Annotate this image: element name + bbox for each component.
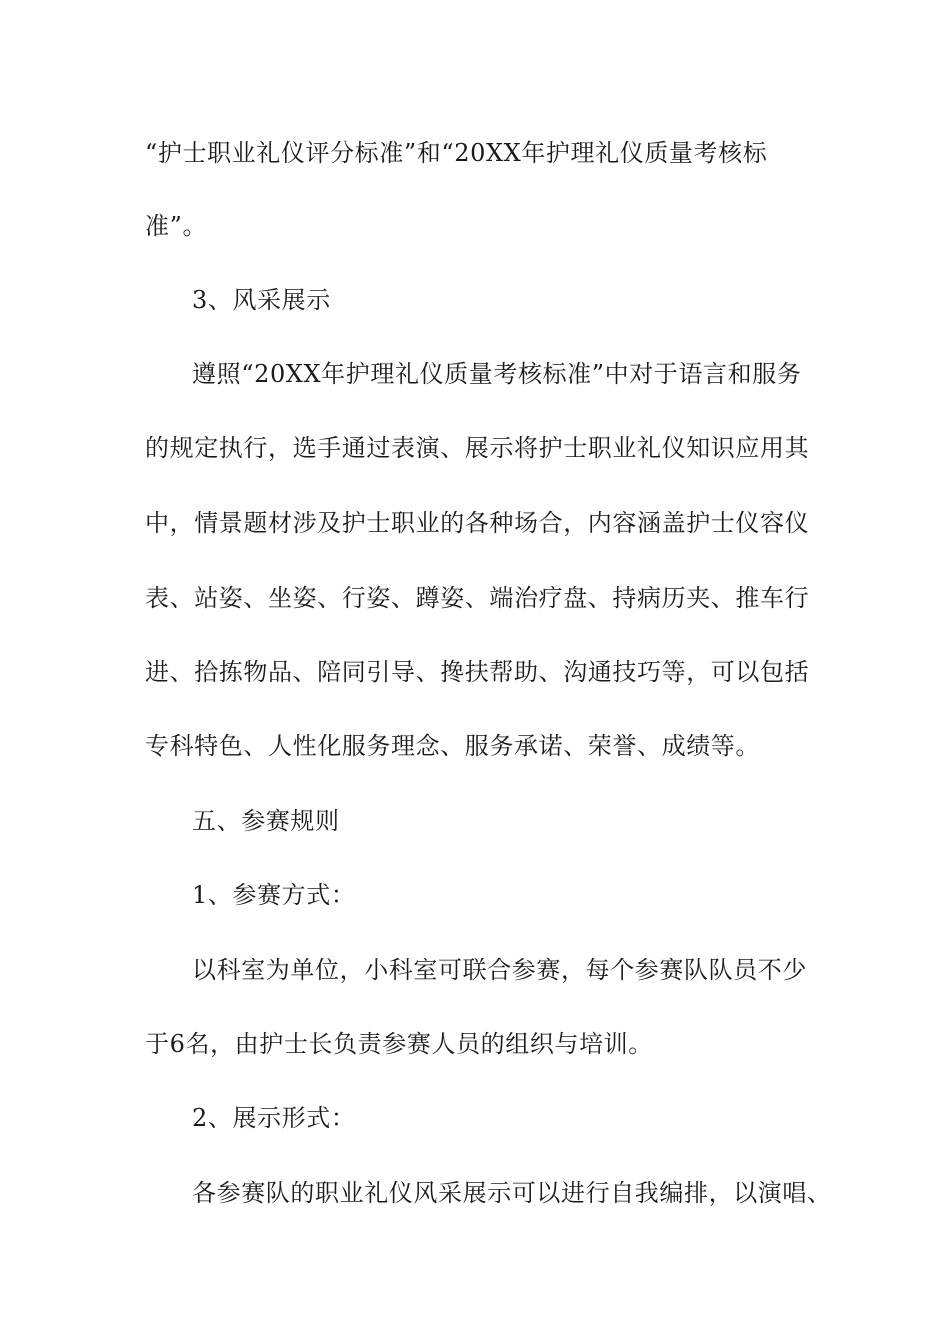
paragraph-line: 进、拾拣物品、陪同引导、搀扶帮助、沟通技巧等，可以包括 (145, 658, 810, 686)
paragraph-line: 中，情景题材涉及护士职业的各种场合，内容涵盖护士仪容仪 (145, 509, 810, 537)
section-heading: 3、风采展示 (192, 286, 331, 314)
paragraph-line: 的规定执行，选手通过表演、展示将护士职业礼仪知识应用其 (145, 434, 810, 462)
section-heading: 1、参赛方式： (192, 881, 356, 909)
section-heading: 五、参赛规则 (192, 807, 340, 835)
section-heading: 2、展示形式： (192, 1104, 356, 1132)
paragraph-line: 遵照“20XX年护理礼仪质量考核标准”中对于语言和服务 (192, 360, 802, 388)
paragraph-line: 各参赛队的职业礼仪风采展示可以进行自我编排，以演唱、 (192, 1179, 832, 1207)
paragraph-line: 于6名，由护士长负责参赛人员的组织与培训。 (145, 1030, 653, 1058)
paragraph-line: 以科室为单位，小科室可联合参赛，每个参赛队队员不少 (192, 956, 807, 984)
paragraph-line: 专科特色、人性化服务理念、服务承诺、荣誉、成绩等。 (145, 732, 760, 760)
paragraph-line: 准”。 (145, 212, 208, 240)
paragraph-line: “护士职业礼仪评分标准”和“20XX年护理礼仪质量考核标 (145, 139, 768, 167)
paragraph-line: 表、站姿、坐姿、行姿、蹲姿、端治疗盘、持病历夹、推车行 (145, 584, 810, 612)
